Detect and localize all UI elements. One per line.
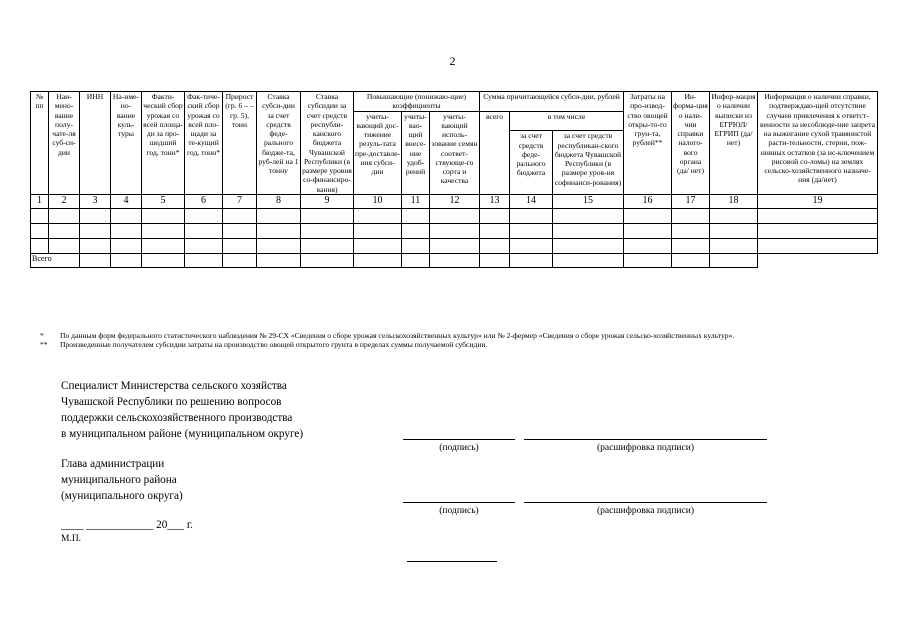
stamp-place: М.П. [61, 534, 82, 544]
header-col-14: за счет средств феде-рального бюджета [510, 131, 553, 194]
decode-caption: (расшифровка подписи) [597, 443, 694, 453]
header-coefficients: Повышающие (понижаю-щие) коэффициенты [354, 92, 480, 112]
header-col-9: Ставка субсидии за счет средств республи-канского бюджета Чувашской Республики (в размере уровня со-финансиро-вания) [302, 92, 352, 194]
total-row [31, 253, 878, 267]
header-col-15: за счет средств республикан-ского бюджета Чувашской Республики (в размере уров-ня софинанси-рования) [553, 131, 624, 194]
header-col-8: Ставка субси-дии за счет средств феде-рального бюдже-та, руб-лей на 1 тонну [257, 92, 301, 195]
footnote-text: По данным форм федерального статистического наблюдения № 29-СХ «Сведения о сборе урожая сельскохозяйственных культур» или № 2-фермер «Сведения о сборе урожая сельско-хозяйственных культур». [60, 331, 735, 340]
column-numbers-row [31, 194, 878, 208]
column-number: 17 [672, 194, 710, 208]
header-col-5: Факти-ческий сбор урожая со всей площа-ди за про-шедший год, тонн* [142, 92, 185, 195]
header-col-4: На-име-но-вание куль-туры [111, 92, 142, 195]
header-col-10: учиты-вающий дос-тижение резуль-тата пре-доставле-ния субси-дии [354, 111, 402, 194]
column-number: 8 [257, 194, 301, 208]
header-col-12: учиты-вающий исполь-зование семян соответ-ствующе-го сорта и качества [430, 111, 480, 194]
header-col-18: Инфор-мация о наличии выписки из ЕГРЮЛ/ ЕГРИП (да/нет) [710, 92, 758, 195]
column-number: 11 [402, 194, 430, 208]
column-number: 19 [758, 194, 878, 208]
footnote-mark: * [40, 331, 44, 340]
header-col-7: Прирост (гр. 6 – – гр. 5), тонн [223, 92, 257, 195]
signature-caption: (подпись) [439, 506, 479, 516]
header-col-17: Ин-форма-ция о нали-чии справки налого-вого органа (да/ нет) [672, 92, 710, 195]
footnote-text: Произведенные получателем субсидии затраты на производство овощей открытого грунта в пределах суммы получаемой субсидии. [60, 340, 488, 350]
specialist-title-line: Чувашской Республики по решению вопросов [61, 396, 282, 408]
head-title-line: муниципального района [61, 474, 177, 486]
column-number: 9 [301, 194, 354, 208]
date-line: ____ ____________ 20___ г. [61, 519, 193, 531]
column-number: 7 [223, 194, 257, 208]
column-number: 16 [624, 194, 672, 208]
header-col-6: Фак-тиче-ский сбор урожая со всей пло-щади за те-кущий год, тонн* [185, 92, 223, 195]
head-signature-line [403, 502, 515, 503]
column-number: 13 [480, 194, 510, 208]
head-title-line: (муниципального округа) [61, 490, 183, 502]
decode-caption: (расшифровка подписи) [597, 506, 694, 516]
signature-caption: (подпись) [439, 443, 479, 453]
column-number: 14 [510, 194, 553, 208]
specialist-signature-line [403, 439, 515, 440]
column-number: 4 [111, 194, 142, 208]
column-number: 6 [185, 194, 223, 208]
header-col-16: Затраты на про-извод-ство овощей откры-то-го грун-та, рублей** [624, 92, 672, 195]
column-number: 2 [49, 194, 80, 208]
specialist-title-line: поддержки сельскохозяйственного производства [61, 412, 293, 424]
column-number: 3 [80, 194, 111, 208]
total-label: Всего [31, 253, 80, 267]
footnote [40, 331, 860, 340]
header-col-2: Наи-мено-вание полу-чате-ля суб-си-дии [49, 92, 80, 195]
header-col-13: всего [480, 111, 510, 194]
specialist-title [61, 378, 303, 442]
column-number: 15 [553, 194, 624, 208]
column-number: 18 [710, 194, 758, 208]
table-row [31, 223, 878, 238]
footnotes [40, 331, 860, 350]
header-col-3: ИНН [80, 92, 111, 195]
footnote [40, 340, 860, 349]
table-row [31, 208, 878, 223]
header-col-19: Информация о наличии справки, подтверждаю-щей отсутствие случаев привлечения к ответст-венности за несоблюде-ние запрета на выжигание сухой травянистой расти-тельности, стерни, пож-нивных остатков (за ис-ключением рисовой со-ломы) на землях сельско-хозяйственного назначе-ния (да/нет) [758, 92, 878, 195]
header-including: в том числе [510, 111, 624, 131]
head-title-line: Глава администрации [61, 458, 165, 470]
column-number: 10 [354, 194, 402, 208]
specialist-title-line: Специалист Министерства сельского хозяйства [61, 380, 287, 392]
subsidy-table [30, 91, 878, 268]
bottom-line [407, 561, 497, 562]
header-col-1: № пп [31, 92, 49, 195]
column-number: 12 [430, 194, 480, 208]
table-row [31, 238, 878, 253]
specialist-title-line: в муниципальном районе (муниципальном округе) [61, 428, 304, 440]
column-number: 5 [142, 194, 185, 208]
page-number: 2 [449, 54, 456, 68]
header-subsidy-sum: Сумма причитающейся субси-дии, рублей [480, 92, 624, 112]
footnote-mark: ** [40, 340, 48, 350]
specialist-decode-line [524, 439, 767, 440]
head-title [61, 456, 183, 504]
column-number: 1 [31, 194, 49, 208]
head-decode-line [524, 502, 767, 503]
header-col-11: учиты-вао-щий внесе-ние удоб-рений [402, 111, 430, 194]
